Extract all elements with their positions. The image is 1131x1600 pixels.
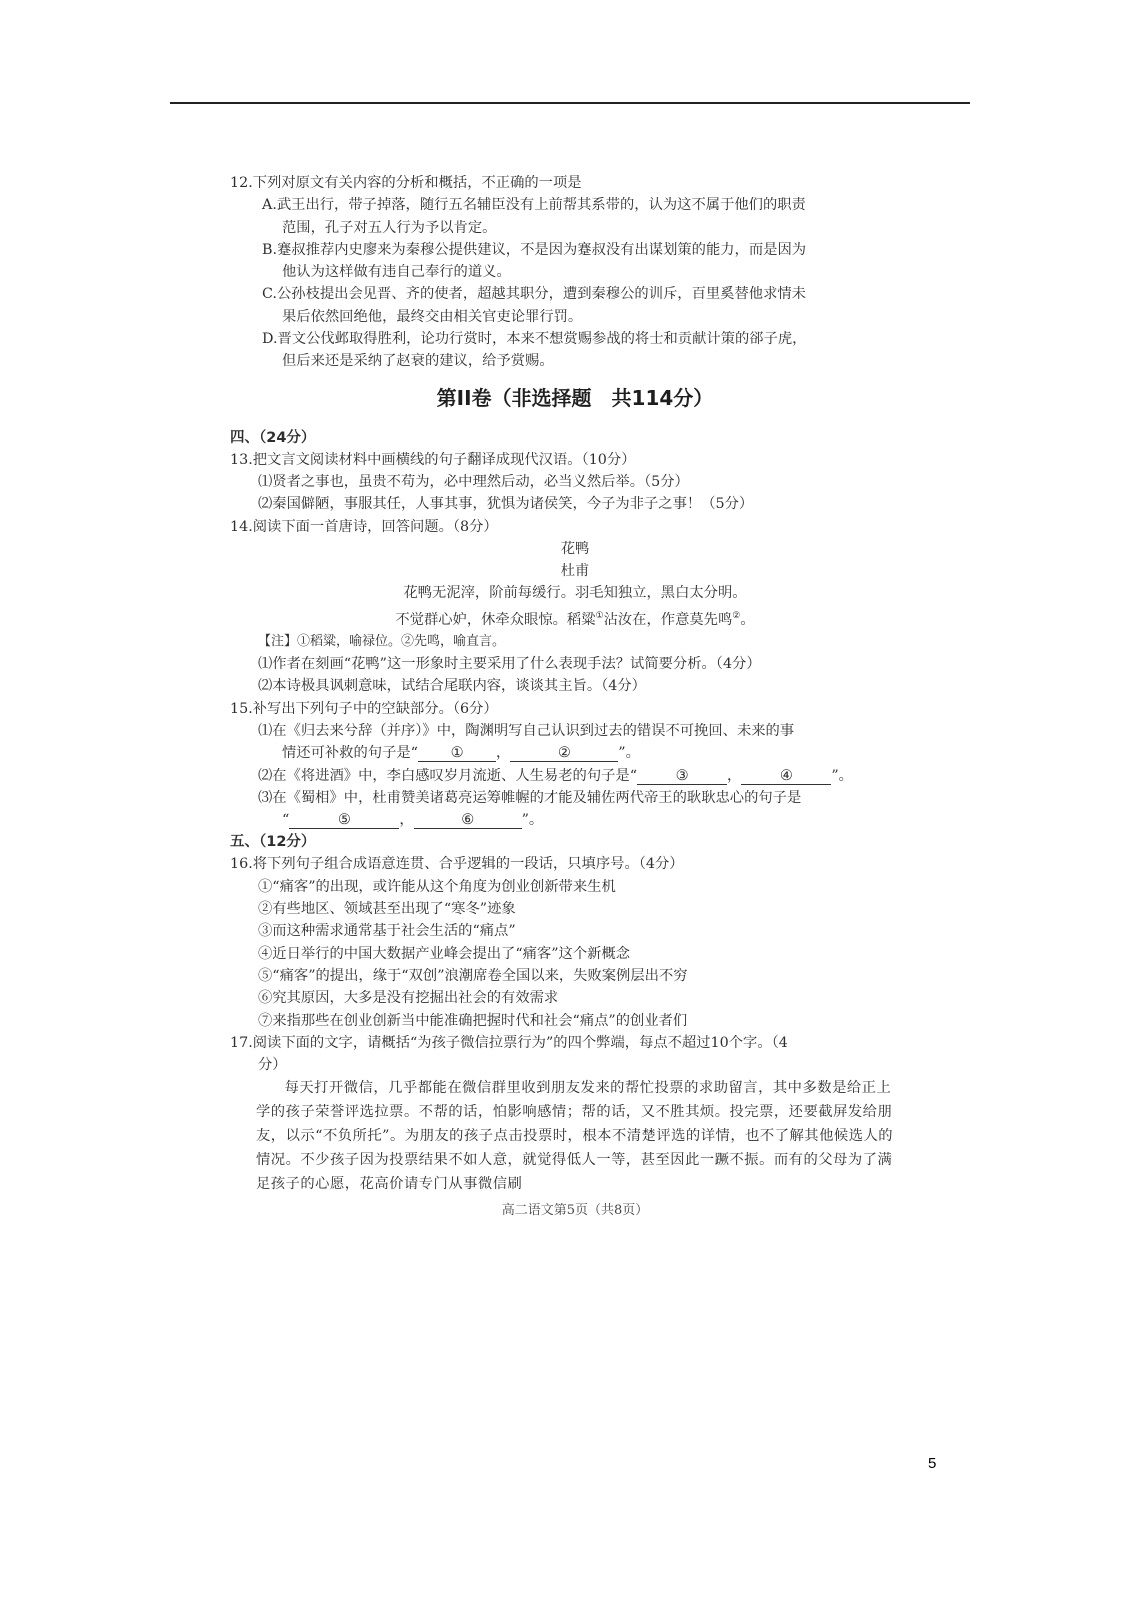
page-number: 5 <box>928 1455 937 1472</box>
blank-5[interactable]: ⑤ <box>289 812 399 829</box>
poem-author: 杜甫 <box>560 563 590 580</box>
poem-note: 【注】①稻粱，喻禄位。②先鸣，喻直言。 <box>258 633 506 649</box>
q17-passage: 每天打开微信，几乎都能在微信群里收到朋友发来的帮忙投票的求助留言，其中多数是给正上学的孩子荣誉评选拉票。不帮的话，怕影响感情；帮的话，又不胜其烦。投完票，还要截屏发给朋友，以示“不负所托”。为朋友的孩子点击投票时，根本不清楚评选的详情，也不了解其他候选人的情况。不少孩子因为投票结果不如人意，就觉得低人一等，甚至因此一蹶不振。而有的父母为了满足孩子的心愿，花高价请专门从事微信刷 <box>256 1080 894 1193</box>
q16-item-5: ⑤“痛客”的提出，缘于“双创”浪潮席卷全国以来，失败案例层出不穷 <box>258 967 688 984</box>
q12-option-a-2: 范围，孔子对五人行为予以肯定。 <box>282 219 497 236</box>
q14-sub-2: ⑵本诗极具讽刺意味，试结合尾联内容，谈谈其主旨。（4分） <box>258 678 646 695</box>
q12-option-d-1: D.晋文公伐邺取得胜利，论功行赏时，本来不想赏赐参战的将士和贡献计策的郤子虎， <box>262 331 807 348</box>
q12-option-b-2: 他认为这样做有违自己奉行的道义。 <box>282 264 511 281</box>
blank-6[interactable]: ⑥ <box>414 812 522 829</box>
q15-sub-1-line-2: 情还可补救的句子是“ ① ， ② ”。 <box>282 745 640 762</box>
q15-sub-3-line-2: “ ⑤ ， ⑥ ”。 <box>282 812 544 829</box>
q15-sub-1-line-1: ⑴在《归去来兮辞（并序）》中，陶渊明写自己认识到过去的错误不可挽回、未来的事 <box>258 723 795 739</box>
page-footer: 高二语文第5页（共8页） <box>501 1203 649 1219</box>
poem-line-2: 不觉群心妒，休牵众眼惊。稻粱①沾汝在，作意莫先鸣②。 <box>395 610 755 628</box>
q13-sentence-2: ⑵秦国僻陋，事服其任，人事其事，犹惧为诸侯笑，今子为非子之事！（5分） <box>258 496 754 513</box>
q14-sub-1: ⑴作者在刻画“花鸭”这一形象时主要采用了什么表现手法？试简要分析。（4分） <box>258 656 761 673</box>
q12-option-b-1: B.蹇叔推荐内史廖来为秦穆公提供建议，不是因为蹇叔没有出谋划策的能力，而是因为 <box>262 241 807 258</box>
q16-item-2: ②有些地区、领域甚至出现了“寒冬”迹象 <box>258 901 516 918</box>
header-rule <box>170 102 970 104</box>
footnote-mark-1: ① <box>595 610 604 621</box>
section-2-title: 第II卷（非选择题 共114分） <box>436 385 714 410</box>
q16-item-6: ⑥究其原因，大多是没有挖掘出社会的有效需求 <box>258 990 559 1007</box>
q16-item-1: ①“痛客”的出现，或许能从这个角度为创业创新带来生机 <box>258 878 616 895</box>
q13-stem: 13.把文言文阅读材料中画横线的句子翻译成现代汉语。（10分） <box>230 451 636 468</box>
q12-option-c-2: 果后依然回绝他，最终交由相关官吏论罪行罚。 <box>282 308 583 325</box>
q12-option-d-2: 但后来还是采纳了赵衰的建议，给予赏赐。 <box>282 353 554 370</box>
q12-stem: 12.下列对原文有关内容的分析和概括，不正确的一项是 <box>230 175 582 191</box>
q15-sub-3-line-1: ⑶在《蜀相》中，杜甫赞美诸葛亮运筹帷幄的才能及辅佐两代帝王的耿耿忠心的句子是 <box>258 789 802 806</box>
q15-stem: 15.补写出下列句子中的空缺部分。（6分） <box>230 700 498 717</box>
q16-item-3: ③而这种需求通常基于社会生活的“痛点” <box>258 923 516 940</box>
q16-item-7: ⑦来指那些在创业创新当中能准确把握时代和社会“痛点”的创业者们 <box>258 1012 688 1029</box>
q16-item-4: ④近日举行的中国大数据产业峰会提出了“痛客”这个新概念 <box>258 945 631 962</box>
blank-3[interactable]: ③ <box>637 768 727 785</box>
footnote-mark-2: ② <box>732 610 741 621</box>
blank-4[interactable]: ④ <box>741 768 831 785</box>
q16-stem: 16.将下列句子组合成语意连贯、合乎逻辑的一段话，只填序号。（4分） <box>230 856 684 873</box>
blank-1[interactable]: ① <box>418 745 496 762</box>
part-5-heading: 五、（12分） <box>230 834 316 851</box>
q13-sentence-1: ⑴贤者之事也，虽贵不苟为，必中理然后动，必当义然后举。（5分） <box>258 473 689 490</box>
poem-line-1: 花鸭无泥滓，阶前每缓行。羽毛知独立，黑白太分明。 <box>403 585 747 602</box>
poem-title: 花鸭 <box>560 540 590 557</box>
blank-2[interactable]: ② <box>510 745 618 762</box>
q17-stem: 17.阅读下面的文字，请概括“为孩子微信拉票行为”的四个弊端，每点不超过10个字。（4 <box>230 1034 788 1051</box>
q12-option-c-1: C.公孙枝提出会见晋、齐的使者，超越其职分，遭到秦穆公的训斥，百里奚替他求情未 <box>262 286 806 303</box>
q17-stem-cont: 分） <box>258 1057 287 1074</box>
q15-sub-2: ⑵在《将进酒》中，李白感叹岁月流逝、人生易老的句子是“ ③ ， ④ ”。 <box>258 767 853 784</box>
q12-option-a-1: A.武王出行，带子掉落，随行五名辅臣没有上前帮其系带的，认为这不属于他们的职责 <box>262 197 806 214</box>
q14-stem: 14.阅读下面一首唐诗，回答问题。（8分） <box>230 518 498 535</box>
scanned-page <box>230 172 920 1222</box>
part-4-heading: 四、（24分） <box>230 429 316 446</box>
